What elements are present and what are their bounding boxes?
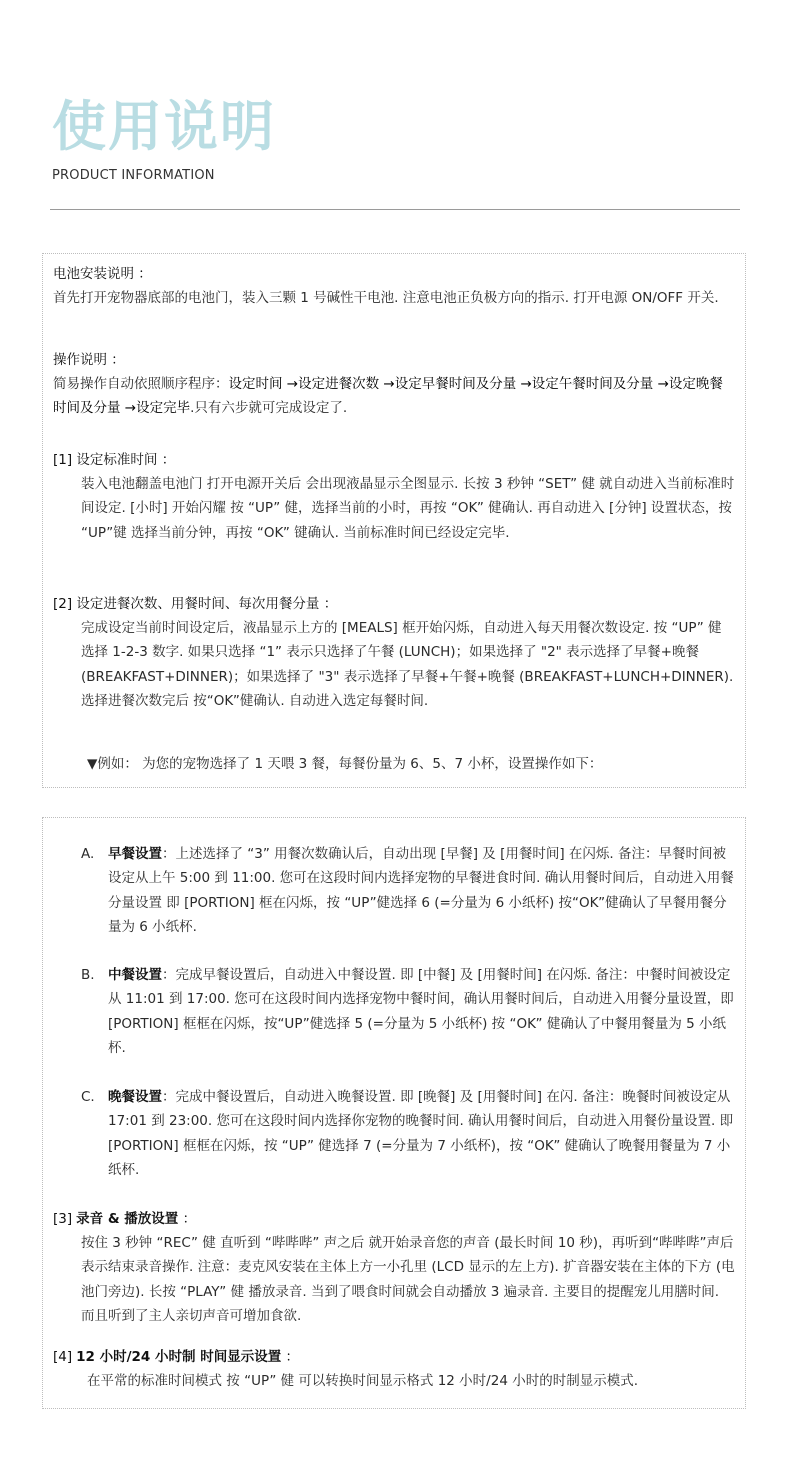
section4-num: [4]	[53, 1349, 73, 1365]
step-body: ：上述选择了 “3” 用餐次数确认后，自动出现 [早餐] 及 [用餐时间] 在闪烁. 备注：早餐时间被设定从上午 5:00 到 11:00. 您可在这段时间内选择宠物的早餐进食时间. 确认用餐时间后，自动进入用餐分量设置 即 [PORTION] 框在闪烁，按 “UP”健选择 6 (=分量为 6 小纸杯) 按“OK”健确认了早餐用餐分量为 6 小纸杯.	[108, 846, 734, 936]
step-body: ：完成早餐设置后，自动进入中餐设置. 即 [中餐] 及 [用餐时间] 在闪烁. 备注：中餐时间被设定从 11:01 到 17:00. 您可在这段时间内选择宠物中餐时间，确认用餐时间后，自动进入用餐分量设置，即 [PORTION] 框框在闪烁，按“UP”健选择 5 (=分量为 5 小纸杯) 按 “OK” 健确认了中餐用餐量为 5 小纸杯.	[108, 967, 734, 1057]
instructions-panel-1	[42, 253, 746, 788]
page-title: 使用说明	[52, 95, 276, 158]
step-text	[108, 1085, 737, 1183]
step-body: ：完成中餐设置后，自动进入晚餐设置. 即 [晚餐] 及 [用餐时间] 在闪. 备注：晚餐时间被设定从 17:01 到 23:00. 您可在这段时间内选择你宠物的晚餐时间. 确认用餐时间后，自动进入用餐份量设置. 即 [PORTION] 框框在闪烁，按 “UP” 健选择 7 (=分量为 7 小纸杯)，按 “OK” 健确认了晚餐用餐量为 7 小纸杯.	[108, 1089, 734, 1179]
operation-text	[53, 372, 735, 421]
section1-text: 装入电池翻盖电池门 打开电源开关后 会出现液晶显示全图显示. 长按 3 秒钟 “SET” 健 就自动进入当前标准时间设定. [小时] 开始闪耀 按 “UP” 健，选择当前的小时，再按 “OK” 健确认. 再自动进入 [分钟] 设置状态，按 “UP”键 选择当前分钟，再按 “OK” 键确认. 当前标准时间已经设定完毕.	[81, 476, 735, 541]
section4-colon: ：	[281, 1349, 300, 1365]
page-subtitle: PRODUCT INFORMATION	[52, 168, 215, 183]
step-label: C.	[81, 1089, 95, 1105]
step-title: 中餐设置	[108, 967, 162, 983]
step-label: B.	[81, 967, 95, 983]
section1-heading: [1] 设定标准时间 ：	[53, 452, 176, 468]
section4-title: 12 小时/24 小时制 时间显示设置	[76, 1349, 282, 1365]
section4-text: 在平常的标准时间模式 按 “UP” 健 可以转换时间显示格式 12 小时/24 小时的时制显示模式.	[87, 1373, 638, 1389]
operation-intro: 简易操作自动依照顺序程序：	[53, 376, 229, 392]
section2-heading: [2] 设定进餐次数、用餐时间、每次用餐分量 ：	[53, 596, 338, 612]
section4-heading	[53, 1345, 735, 1369]
step-label: A.	[81, 846, 95, 862]
battery-text: 首先打开宠物器底部的电池门，装入三颗 1 号碱性干电池. 注意电池正负极方向的指示. 打开电源 ON/OFF 开关.	[53, 290, 719, 306]
section3-num: [3]	[53, 1211, 73, 1227]
operation-steps: 设定时间 →设定进餐次数 →设定早餐时间及分量 →设定午餐时间及分量 →设定晚餐时间及分量 →设定完毕	[53, 376, 723, 417]
example-line: ▼例如： 为您的宠物选择了 1 天喂 3 餐，每餐份量为 6、5、7 小杯，设置操作如下：	[87, 756, 603, 772]
step-title: 晚餐设置	[108, 1089, 162, 1105]
operation-end: .只有六步就可完成设定了.	[190, 400, 348, 417]
battery-heading: 电池安装说明 ：	[53, 266, 152, 282]
divider	[50, 209, 740, 210]
section3-text: 按住 3 秒钟 “REC” 健 直听到 “哔哔哔” 声之后 就开始录音您的声音 (最长时间 10 秒)，再听到“哔哔哔”声后表示结束录音操作. 注意：麦克风安装在主体上方一小孔里 (LCD 显示的左上方). 扩音器安装在主体的下方 (电池门旁边). 长按 “PLAY” 健 播放录音. 当到了喂食时间就会自动播放 3 遍录音. 主要目的提醒宠儿用膳时间. 而且听到了主人亲切声音可增加食欲.	[81, 1235, 735, 1325]
section3-heading	[53, 1207, 735, 1231]
operation-heading: 操作说明 ：	[53, 352, 125, 368]
step-title: 早餐设置	[108, 846, 162, 862]
step-text	[108, 842, 737, 940]
section3-title: 录音 & 播放设置	[76, 1211, 179, 1227]
section3-colon: ：	[178, 1211, 197, 1227]
instructions-panel-2	[42, 817, 746, 1409]
step-text	[108, 963, 737, 1061]
section2-text: 完成设定当前时间设定后，液晶显示上方的 [MEALS] 框开始闪烁，自动进入每天用餐次数设定. 按 “UP” 健 选择 1-2-3 数字. 如果只选择 “1” 表示只选择了午餐 (LUNCH)；如果选择了 "2" 表示选择了早餐+晚餐 (BREAKFAST+DINNER)；如果选择了 "3" 表示选择了早餐+午餐+晚餐 (BREAKFAST+LUNCH+DINNER). 选择进餐次数完后 按“OK”健确认. 自动进入选定每餐时间.	[81, 620, 734, 710]
